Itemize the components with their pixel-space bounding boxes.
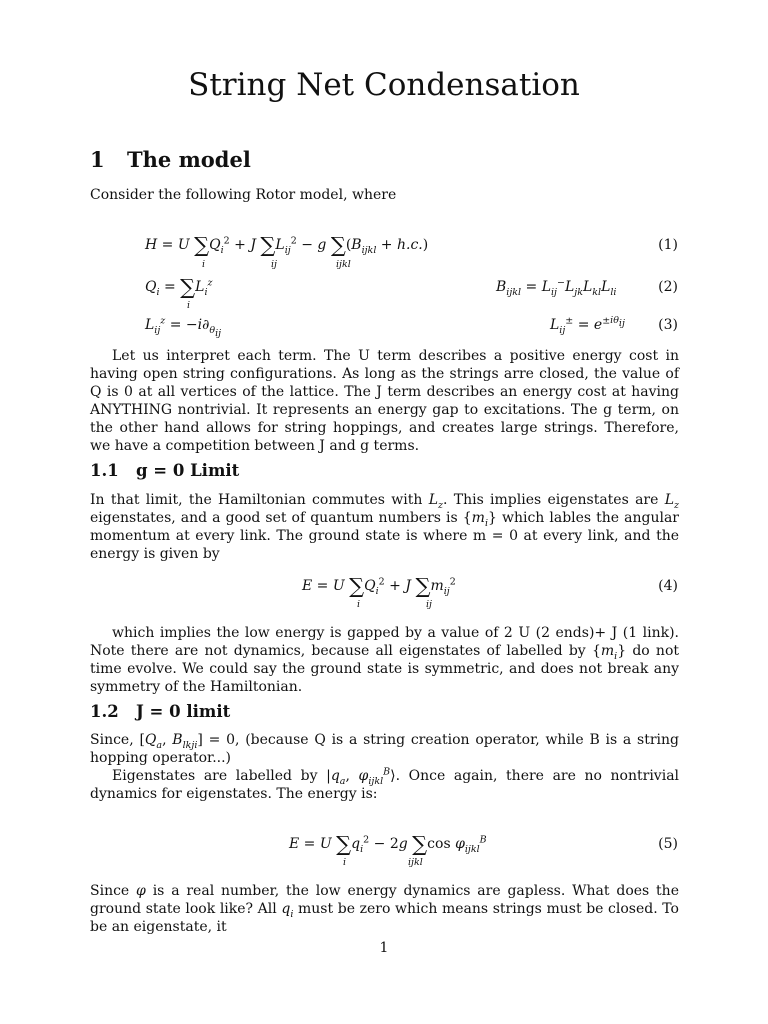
equation-number-3: (3)	[658, 317, 678, 333]
subsection-1-2-paragraph-3: Since φ is a real number, the low energy dynamics are gapless. What does the ground state look like? All $q_i$ must be zero which means strings must be closed. To be an eigenstate, it	[90, 883, 679, 935]
equation-3-left: $L_{ij}^z = -i\partial_{\theta_{ij}}$	[145, 315, 222, 339]
equation-3-right: $L_{ij}^\pm = e^{\pm i\theta_{ij}}$	[550, 315, 625, 336]
sum-index-i: i	[187, 300, 191, 311]
sum-index-ijkl: ijkl	[408, 857, 423, 868]
sum-index-i: i	[357, 599, 361, 610]
equation-1: H = U $\sum Q_i^2 + J$ $\sum L_{ij}^2 - g$ $\sum(B_{ijkl} + h.c.)$	[145, 233, 429, 257]
subsection-title: g = 0 Limit	[136, 461, 240, 480]
sum-index-ijkl: ijkl	[336, 259, 351, 270]
page-number: 1	[379, 940, 389, 956]
equation-4: E = U $\sum Q_i^2 + J$ $\sum m_{ij}^2$	[302, 574, 456, 598]
section1-paragraph: Let us interpret each term. The U term describes a positive energy cost in having open string configurations. As long as the strings arre closed, the value of Q is 0 at all vertices of the lattice. The J term describes an energy cost at having ANYTHING nontrivial. It represents an energy gap to excitations. The g term, on the other hand allows for string hoppings, and creates large strings. Therefore, we have a competition between J and g terms.	[90, 348, 679, 454]
equation-number-1: (1)	[658, 237, 678, 253]
equation-number-4: (4)	[658, 578, 678, 594]
section-title: The model	[127, 147, 251, 172]
subsection-number: 1.2	[90, 702, 119, 721]
subsection-heading-1-1	[90, 460, 239, 482]
subsection-number: 1.1	[90, 461, 119, 480]
equation-2-right: $B_{ijkl} = L_{ij}^-L_{jk}L_{kl}L_{li}$	[496, 277, 617, 298]
sum-index-i: i	[202, 259, 206, 270]
sum-index-ij: ij	[271, 259, 277, 270]
subsection-heading-1-2	[90, 701, 230, 723]
equation-number-2: (2)	[658, 279, 678, 295]
subsection-title: J = 0 limit	[136, 702, 231, 721]
equation-2-left: $Q_i = \sum L_i^z$	[145, 275, 213, 299]
sum-index-i: i	[343, 857, 347, 868]
section-number: 1	[90, 147, 105, 172]
equation-number-5: (5)	[658, 836, 678, 852]
subsection-1-1-paragraph-2: which implies the low energy is gapped by a value of 2 U (2 ends)+ J (1 link). Note there are not dynamics, because all eigenstates of labelled by $\{m_i\}$ do not time evolve. We could say the ground state is symmetric, and does not break any symmetry of the Hamiltonian.	[90, 625, 679, 695]
subsection-1-1-paragraph-1: In that limit, the Hamiltonian commutes with $L_z$. This implies eigenstates are $L_z$ eigenstates, and a good set of quantum numbers is $\{m_i\}$ which lables the angular momentum at every link. The ground state is where m = 0 at every link, and the energy is given by	[90, 492, 680, 562]
document-title: String Net Condensation	[188, 67, 580, 103]
sum-index-ij: ij	[426, 599, 432, 610]
section-intro: Consider the following Rotor model, where	[90, 187, 397, 203]
equation-5: E = U $\sum q_i^2 - 2g$ ∑cos $\varphi_{ijkl}^B$	[289, 832, 487, 856]
section-heading-1	[90, 146, 251, 174]
subsection-1-2-paragraphs: Since, [$Q_a$, $B_{lkji}] = 0$, (because Q is a string creation operator, while B is a string hopping operator...) Eigenstates are labelled by $|q_a$, $\varphi_{ijkl}^B⟩$. Once again, there are no nontrivial dynamics for eigenstates. The energy is:	[90, 732, 680, 802]
